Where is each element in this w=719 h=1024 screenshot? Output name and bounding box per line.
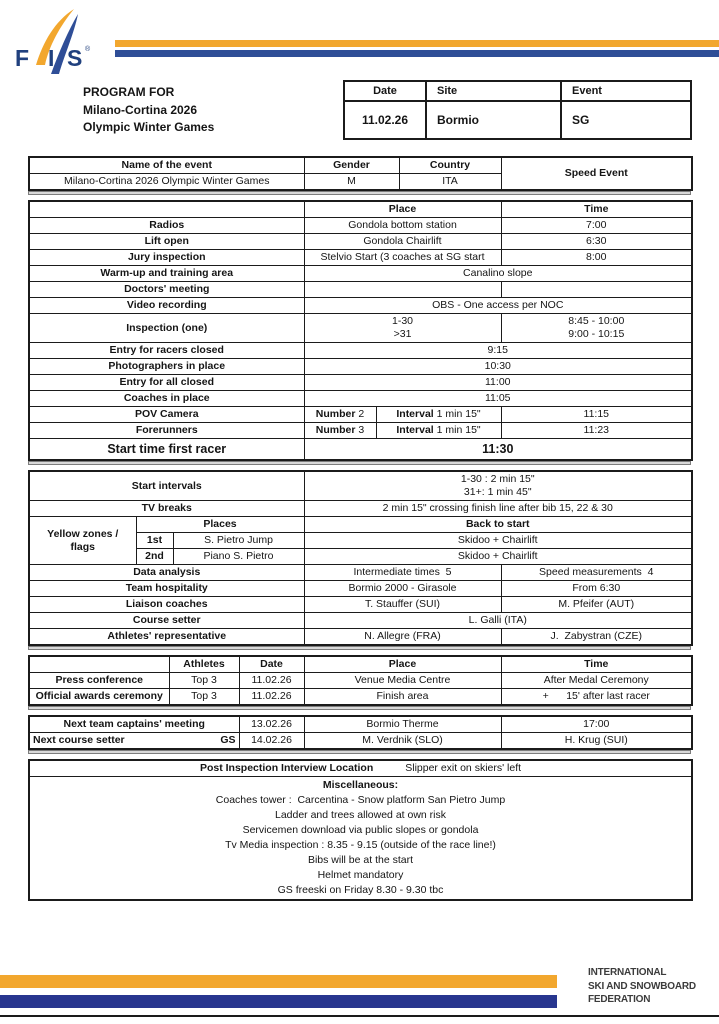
event-banner-header-row: [29, 157, 692, 174]
event-header: Event: [561, 81, 691, 101]
pov-camera-label: POV Camera: [29, 407, 304, 423]
forerunners-number: [304, 423, 376, 439]
federation-name-line: SKI AND SNOWBOARD: [588, 980, 696, 992]
pov-camera-number: [304, 407, 376, 423]
next-course-setter-label: Next course setter: [33, 734, 125, 746]
inspection-time-line: 8:45 - 10:00: [568, 315, 625, 327]
yellow-zone-1-back: Skidoo + Chairlift: [304, 533, 692, 549]
section-separator: [28, 706, 691, 710]
athletes-representative-time: J. Zabystran (CZE): [501, 629, 692, 646]
section-separator: [28, 461, 691, 465]
next-course-setter-date: 14.02.26: [239, 733, 304, 750]
gender-value: M: [304, 174, 399, 191]
row-start-time: [29, 439, 692, 461]
captains-meeting-date: 13.02.26: [239, 716, 304, 733]
video-recording-value: OBS - One access per NOC: [304, 298, 692, 314]
start-intervals-line: 31+: 1 min 45": [463, 486, 532, 498]
entry-all-closed-value: 11:00: [304, 375, 692, 391]
logo-letter-f: F: [15, 45, 30, 71]
inspection-groups: [304, 314, 501, 343]
site-value: Bormio: [426, 101, 561, 139]
press-conference-time: After Medal Ceremony: [501, 673, 692, 689]
row-tv-breaks: [29, 501, 692, 517]
row-awards-ceremony: [29, 689, 692, 706]
row-radios: [29, 218, 692, 234]
next-course-setter-time: H. Krug (SUI): [501, 733, 692, 750]
team-hospitality-time: From 6:30: [501, 581, 692, 597]
footer-orange-bar: [0, 975, 557, 988]
pov-camera-time: 11:15: [501, 407, 692, 423]
pov-number-value: 2: [358, 408, 365, 420]
post-inspection-label: Post Inspection Interview Location: [199, 762, 374, 774]
row-doctors-meeting: [29, 282, 692, 298]
yellow-zone-2-place: Piano S. Pietro: [173, 549, 304, 565]
speed-event-cell: Speed Event: [501, 157, 692, 190]
schedule-table: [28, 200, 693, 461]
program-title-line: Olympic Winter Games: [83, 120, 215, 134]
race-info-table: [28, 470, 693, 646]
row-miscellaneous: [29, 777, 692, 901]
forerunners-label: Forerunners: [29, 423, 304, 439]
header-blue-stripe: [115, 50, 719, 57]
pov-interval-value: 1 min 15": [436, 408, 481, 420]
name-of-event-value: Milano-Cortina 2026 Olympic Winter Games: [29, 174, 304, 191]
doctors-meeting-time: [501, 282, 692, 298]
info-value-row: [344, 101, 691, 139]
country-label: Country: [399, 157, 501, 174]
next-course-setter-label-cell: [29, 733, 239, 750]
start-intervals-line: 1-30 : 2 min 15": [460, 473, 535, 485]
captains-meeting-label: Next team captains' meeting: [29, 716, 239, 733]
row-coaches-in-place: [29, 391, 692, 407]
photographers-value: 10:30: [304, 359, 692, 375]
event-banner-table: [28, 156, 693, 191]
pov-camera-interval: [376, 407, 501, 423]
lift-open-label: Lift open: [29, 234, 304, 250]
next-course-setter-place: M. Verdnik (SLO): [304, 733, 501, 750]
pov-interval-label: Interval: [396, 408, 434, 420]
miscellaneous-line: Coaches tower : Carcentina - Snow platform San Pietro Jump: [215, 794, 506, 806]
ceremonies-header-row: [29, 656, 692, 673]
upcoming-table: [28, 715, 693, 750]
entry-racers-closed-value: 9:15: [304, 343, 692, 359]
pov-number-label: Number: [315, 408, 356, 420]
team-hospitality-place: Bormio 2000 - Girasole: [304, 581, 501, 597]
section-separator: [28, 750, 691, 754]
document-body: [28, 156, 691, 901]
start-intervals-label: Start intervals: [29, 471, 304, 501]
country-value: ITA: [399, 174, 501, 191]
warmup-label: Warm-up and training area: [29, 266, 304, 282]
miscellaneous-line: Bibs will be at the start: [307, 854, 414, 866]
yellow-zone-2-back: Skidoo + Chairlift: [304, 549, 692, 565]
notes-table: [28, 759, 693, 901]
miscellaneous-line: GS freeski on Friday 8.30 - 9.30 tbc: [277, 884, 444, 896]
photographers-label: Photographers in place: [29, 359, 304, 375]
lift-open-time: 6:30: [501, 234, 692, 250]
row-press-conference: [29, 673, 692, 689]
date-value: 11.02.26: [344, 101, 426, 139]
row-jury-inspection: [29, 250, 692, 266]
program-title-line: Milano-Cortina 2026: [83, 102, 198, 117]
date-site-event-table: [343, 80, 692, 140]
row-lift-open: [29, 234, 692, 250]
fis-logo-icon: [12, 6, 116, 74]
row-post-inspection: [29, 760, 692, 777]
forerunners-interval: [376, 423, 501, 439]
press-conference-athletes: Top 3: [169, 673, 239, 689]
section-separator: [28, 646, 691, 650]
header-stripes: [115, 40, 719, 57]
course-setter-label: Course setter: [29, 613, 304, 629]
data-analysis-time: Speed measurements 4: [501, 565, 692, 581]
federation-name-line: FEDERATION: [588, 994, 651, 1005]
liaison-coaches-label: Liaison coaches: [29, 597, 304, 613]
yellow-zones-label-line: flags: [70, 540, 95, 553]
row-photographers: [29, 359, 692, 375]
yellow-zone-1-place: S. Pietro Jump: [173, 533, 304, 549]
next-course-setter-event: GS: [220, 734, 236, 746]
section-separator: [28, 191, 691, 195]
miscellaneous-cell: [29, 777, 692, 901]
jury-inspection-place: Stelvio Start (3 coaches at SG start: [304, 250, 501, 266]
liaison-coaches-place: T. Stauffer (SUI): [304, 597, 501, 613]
warmup-value: Canalino slope: [304, 266, 692, 282]
start-time-label: Start time first racer: [29, 439, 304, 461]
miscellaneous-header: Miscellaneous:: [322, 779, 399, 791]
inspection-times: [501, 314, 692, 343]
row-data-analysis: [29, 565, 692, 581]
schedule-header-row: [29, 201, 692, 218]
places-header: Places: [136, 517, 304, 533]
schedule-header-empty: [29, 201, 304, 218]
press-conference-place: Venue Media Centre: [304, 673, 501, 689]
awards-ceremony-athletes: Top 3: [169, 689, 239, 706]
forerunners-interval-label: Interval: [396, 424, 434, 436]
program-title-line: PROGRAM FOR: [83, 85, 175, 99]
forerunners-number-label: Number: [315, 424, 356, 436]
federation-name: [588, 966, 696, 1007]
ceremonies-header-empty: [29, 656, 169, 673]
row-team-hospitality: [29, 581, 692, 597]
row-captains-meeting: [29, 716, 692, 733]
ceremonies-place-header: Place: [304, 656, 501, 673]
yellow-zone-2-rank: 2nd: [136, 549, 173, 565]
row-inspection: [29, 314, 692, 343]
jury-inspection-time: 8:00: [501, 250, 692, 266]
footer-blue-bar: [0, 995, 557, 1008]
athletes-representative-label: Athletes' representative: [29, 629, 304, 646]
doctors-meeting-place: [304, 282, 501, 298]
event-value: SG: [561, 101, 691, 139]
coaches-in-place-label: Coaches in place: [29, 391, 304, 407]
ceremonies-table: [28, 655, 693, 706]
coaches-in-place-value: 11:05: [304, 391, 692, 407]
row-start-intervals: [29, 471, 692, 501]
video-recording-label: Video recording: [29, 298, 304, 314]
liaison-coaches-time: M. Pfeifer (AUT): [501, 597, 692, 613]
row-next-course-setter: [29, 733, 692, 750]
miscellaneous-line: Servicemen download via public slopes or gondola: [242, 824, 479, 836]
inspection-label: Inspection (one): [29, 314, 304, 343]
row-entry-racers-closed: [29, 343, 692, 359]
yellow-zones-label: [29, 517, 136, 565]
inspection-time-line: 9:00 - 10:15: [568, 328, 625, 340]
radios-time: 7:00: [501, 218, 692, 234]
program-title: [83, 84, 214, 137]
time-header: Time: [501, 201, 692, 218]
athletes-header: Athletes: [169, 656, 239, 673]
tv-breaks-value: 2 min 15" crossing finish line after bib 15, 22 & 30: [304, 501, 692, 517]
captains-meeting-place: Bormio Therme: [304, 716, 501, 733]
forerunners-interval-value: 1 min 15": [436, 424, 481, 436]
miscellaneous-line: Ladder and trees allowed at own risk: [274, 809, 446, 821]
forerunners-number-value: 3: [358, 424, 365, 436]
place-header: Place: [304, 201, 501, 218]
row-yellow-zones-header: [29, 517, 692, 533]
jury-inspection-label: Jury inspection: [29, 250, 304, 266]
athletes-representative-place: N. Allegre (FRA): [304, 629, 501, 646]
miscellaneous-line: Helmet mandatory: [317, 869, 404, 881]
doctors-meeting-label: Doctors' meeting: [29, 282, 304, 298]
lift-open-place: Gondola Chairlift: [304, 234, 501, 250]
radios-label: Radios: [29, 218, 304, 234]
row-athletes-representative: [29, 629, 692, 646]
awards-ceremony-time: + 15' after last racer: [501, 689, 692, 706]
header-orange-stripe: [115, 40, 719, 47]
row-video-recording: [29, 298, 692, 314]
post-inspection-value: Slipper exit on skiers' left: [405, 762, 522, 774]
date-header: Date: [239, 656, 304, 673]
start-time-value: 11:30: [304, 439, 692, 461]
date-header: Date: [344, 81, 426, 101]
team-hospitality-label: Team hospitality: [29, 581, 304, 597]
course-setter-value: L. Galli (ITA): [304, 613, 692, 629]
entry-all-closed-label: Entry for all closed: [29, 375, 304, 391]
row-entry-all-closed: [29, 375, 692, 391]
row-forerunners: [29, 423, 692, 439]
federation-name-line: INTERNATIONAL: [588, 967, 667, 978]
data-analysis-place: Intermediate times 5: [304, 565, 501, 581]
logo-letter-i: I: [48, 45, 55, 71]
ceremonies-time-header: Time: [501, 656, 692, 673]
row-course-setter: [29, 613, 692, 629]
awards-ceremony-label: Official awards ceremony: [29, 689, 169, 706]
inspection-group-line: 1-30: [392, 315, 414, 327]
press-conference-date: 11.02.26: [239, 673, 304, 689]
yellow-zones-label-line: Yellow zones /: [47, 527, 119, 540]
back-to-start-header: Back to start: [304, 517, 692, 533]
press-conference-label: Press conference: [29, 673, 169, 689]
name-of-event-label: Name of the event: [29, 157, 304, 174]
row-warmup: [29, 266, 692, 282]
logo-registered-mark: ®: [85, 46, 91, 53]
radios-place: Gondola bottom station: [304, 218, 501, 234]
inspection-group-line: >31: [393, 328, 412, 340]
forerunners-time: 11:23: [501, 423, 692, 439]
post-inspection-cell: [29, 760, 692, 777]
fis-logo: [12, 6, 116, 74]
entry-racers-closed-label: Entry for racers closed: [29, 343, 304, 359]
awards-ceremony-place: Finish area: [304, 689, 501, 706]
page-bottom-rule: [0, 1015, 719, 1017]
info-header-row: [344, 81, 691, 101]
yellow-zone-1-rank: 1st: [136, 533, 173, 549]
captains-meeting-time: 17:00: [501, 716, 692, 733]
row-pov-camera: [29, 407, 692, 423]
start-intervals-value: [304, 471, 692, 501]
tv-breaks-label: TV breaks: [29, 501, 304, 517]
row-liaison-coaches: [29, 597, 692, 613]
logo-letter-s: S: [67, 45, 83, 71]
awards-ceremony-date: 11.02.26: [239, 689, 304, 706]
data-analysis-label: Data analysis: [29, 565, 304, 581]
gender-label: Gender: [304, 157, 399, 174]
miscellaneous-line: Tv Media inspection : 8.35 - 9.15 (outside of the race line!): [225, 839, 496, 851]
site-header: Site: [426, 81, 561, 101]
